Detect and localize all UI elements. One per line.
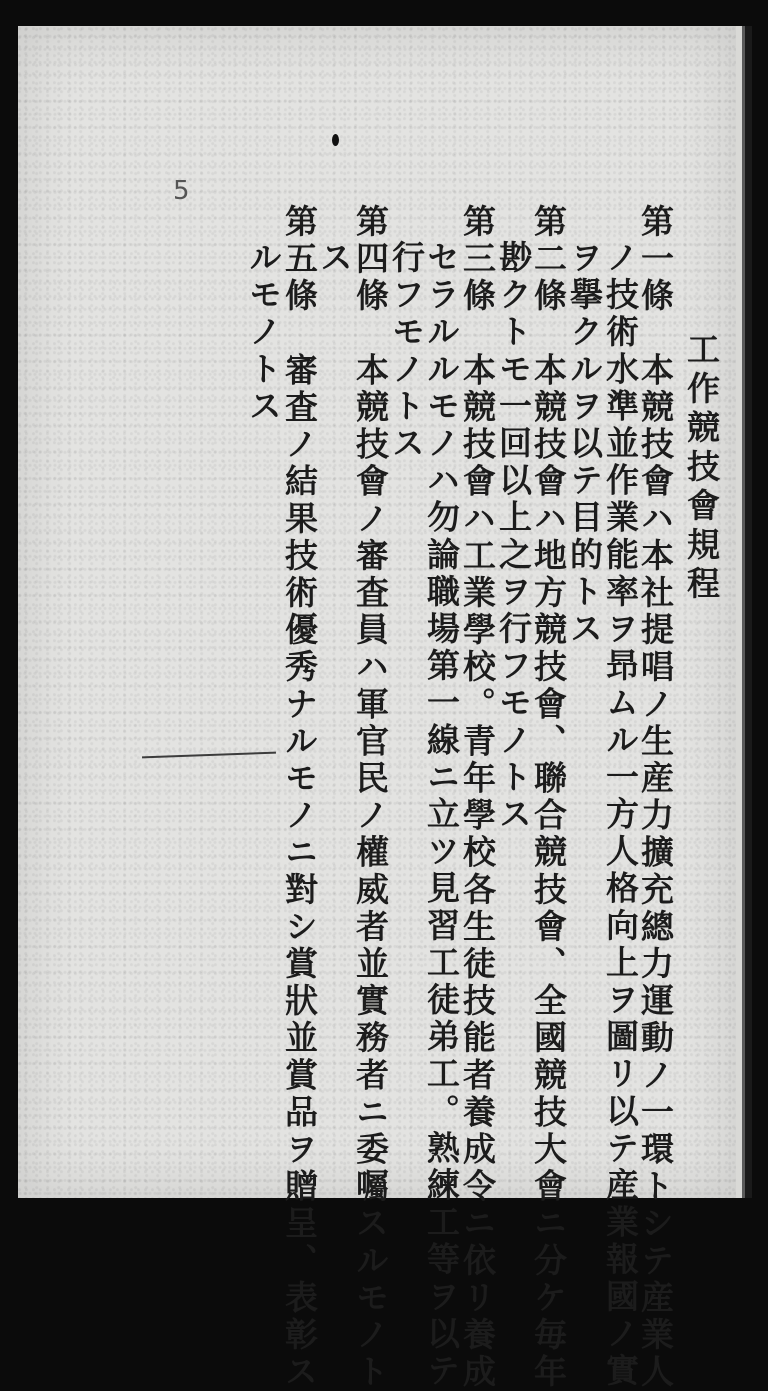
text-column-6: 第三條 本競技會ハ工業學校。青年學校各生徒技能者養成令ニ依リ養成 — [458, 204, 497, 1391]
text-column-3: ヲ擧クルヲ以テ目的トス — [565, 240, 604, 649]
scan-scratch — [142, 752, 276, 759]
text-column-4: 第二條 本競技會ハ地方競技會、聯合競技會、全國競技大會ニ分ケ毎年 — [529, 204, 568, 1391]
ink-dot — [332, 134, 339, 146]
text-column-7: セラルルモノハ勿論職場第一線ニ立ツ見習工徒弟工。熟練工等ヲ以テ — [422, 240, 461, 1391]
text-column-12: ルモノトス — [244, 240, 283, 426]
document-title: 工作競技會規程 — [682, 332, 721, 605]
text-column-9: 第四條 本競技會ノ審査員ハ軍官民ノ權威者並實務者ニ委囑スルモノト — [351, 204, 390, 1391]
text-column-2: ノ技術水準並作業能率ヲ昻ムル一方人格向上ヲ圖リ以テ産業報國ノ實 — [601, 240, 640, 1391]
page-edge-shadow — [736, 26, 752, 1198]
corner-page-mark: 5 — [173, 176, 190, 206]
text-column-5: 尠クトモ一回以上之ヲ行フモノトス — [494, 240, 533, 834]
document-page — [18, 26, 736, 1391]
text-column-11: 第五條 審査ノ結果技術優秀ナルモノニ對シ賞狀並賞品ヲ贈呈、表彰ス — [280, 204, 319, 1391]
text-column-8: 行フモノトス — [387, 240, 426, 463]
text-column-10: ス — [315, 240, 354, 278]
text-column-1: 第一條 本競技會ハ本社提唱ノ生産力擴充總力運動ノ一環トシテ産業人 — [636, 204, 675, 1391]
